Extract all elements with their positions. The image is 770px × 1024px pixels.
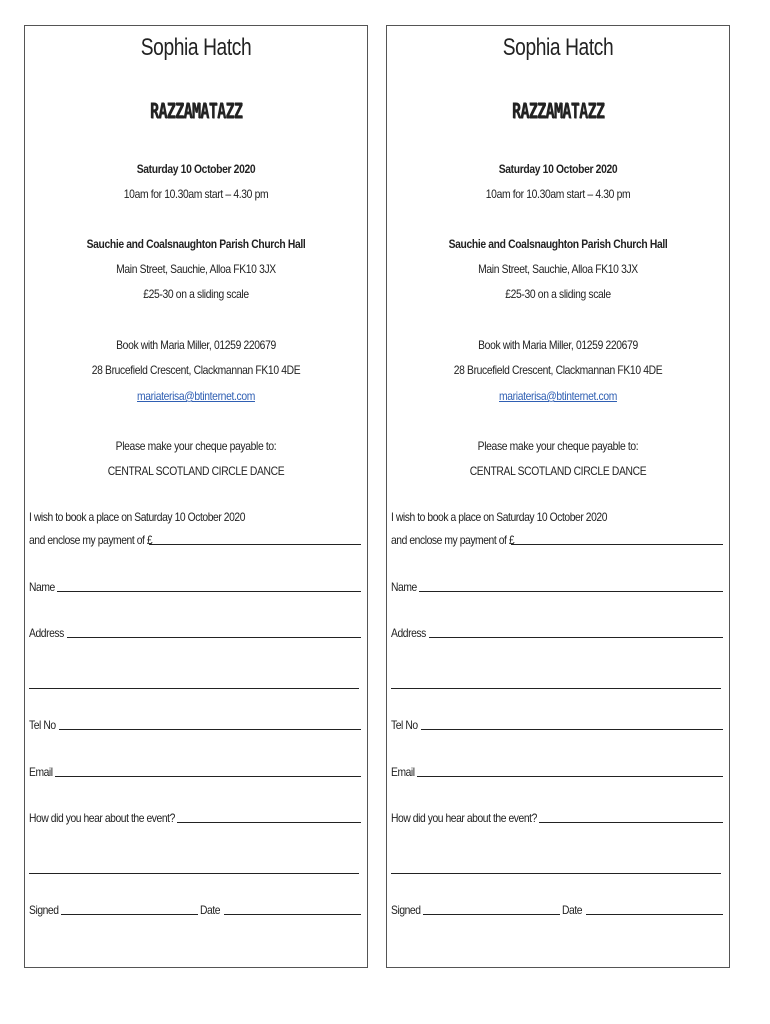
payment-field[interactable] bbox=[391, 533, 723, 547]
cheque-payee: CENTRAL SCOTLAND CIRCLE DANCE bbox=[107, 464, 285, 478]
event-time: 10am for 10.30am start – 4.30 pm bbox=[123, 187, 269, 201]
event-date: Saturday 10 October 2020 bbox=[136, 162, 256, 176]
hear-line-2[interactable] bbox=[29, 873, 359, 874]
hear-label: How did you hear about the event? bbox=[29, 811, 175, 825]
tel-label: Tel No bbox=[29, 718, 56, 732]
payment-line[interactable] bbox=[511, 544, 723, 545]
email-field[interactable] bbox=[29, 765, 361, 779]
email-label: Email bbox=[29, 765, 53, 779]
performer-name: Sophia Hatch bbox=[502, 34, 614, 61]
hear-line-2[interactable] bbox=[391, 873, 721, 874]
price-info: £25-30 on a sliding scale bbox=[505, 287, 611, 301]
event-date: Saturday 10 October 2020 bbox=[498, 162, 618, 176]
date-label: Date bbox=[200, 903, 221, 917]
cheque-instruction: Please make your cheque payable to: bbox=[115, 439, 277, 453]
address-line-2[interactable] bbox=[391, 688, 721, 689]
booking-card-left bbox=[24, 25, 368, 968]
hear-field[interactable] bbox=[29, 811, 361, 825]
wish-statement bbox=[29, 510, 361, 524]
venue-address: Main Street, Sauchie, Alloa FK10 3JX bbox=[478, 262, 638, 276]
event-time: 10am for 10.30am start – 4.30 pm bbox=[485, 187, 631, 201]
date-line[interactable] bbox=[224, 914, 361, 915]
booking-contact: Book with Maria Miller, 01259 220679 bbox=[478, 338, 638, 352]
name-line[interactable] bbox=[57, 591, 361, 592]
performer-name: Sophia Hatch bbox=[140, 34, 252, 61]
payment-field[interactable] bbox=[29, 533, 361, 547]
booking-address: 28 Brucefield Crescent, Clackmannan FK10 4DE bbox=[453, 363, 663, 377]
event-title: RAZZAMATAZZ bbox=[511, 99, 605, 123]
payment-label: and enclose my payment of £ bbox=[391, 533, 515, 547]
price-info: £25-30 on a sliding scale bbox=[143, 287, 249, 301]
hear-field[interactable] bbox=[391, 811, 723, 825]
address-label: Address bbox=[391, 626, 426, 640]
address-label: Address bbox=[29, 626, 64, 640]
address-line[interactable] bbox=[67, 637, 361, 638]
name-label: Name bbox=[391, 580, 417, 594]
signed-label: Signed bbox=[29, 903, 59, 917]
tel-field[interactable] bbox=[29, 718, 361, 732]
event-title: RAZZAMATAZZ bbox=[149, 99, 243, 123]
signature-field[interactable] bbox=[29, 903, 361, 917]
wish-label: I wish to book a place on Saturday 10 October 2020 bbox=[391, 510, 608, 524]
signed-label: Signed bbox=[391, 903, 421, 917]
email-label: Email bbox=[391, 765, 415, 779]
name-field[interactable] bbox=[391, 580, 723, 594]
name-line[interactable] bbox=[419, 591, 723, 592]
date-label: Date bbox=[562, 903, 583, 917]
venue-address: Main Street, Sauchie, Alloa FK10 3JX bbox=[116, 262, 276, 276]
signed-line[interactable] bbox=[61, 914, 198, 915]
tel-line[interactable] bbox=[421, 729, 723, 730]
wish-label: I wish to book a place on Saturday 10 October 2020 bbox=[29, 510, 246, 524]
signed-line[interactable] bbox=[423, 914, 560, 915]
payment-line[interactable] bbox=[149, 544, 361, 545]
email-field[interactable] bbox=[391, 765, 723, 779]
cheque-payee: CENTRAL SCOTLAND CIRCLE DANCE bbox=[469, 464, 647, 478]
address-line[interactable] bbox=[429, 637, 723, 638]
wish-statement bbox=[391, 510, 723, 524]
signature-field[interactable] bbox=[391, 903, 723, 917]
payment-label: and enclose my payment of £ bbox=[29, 533, 153, 547]
tel-label: Tel No bbox=[391, 718, 418, 732]
booking-address: 28 Brucefield Crescent, Clackmannan FK10 4DE bbox=[91, 363, 301, 377]
hear-line[interactable] bbox=[177, 822, 361, 823]
contact-email-link[interactable]: mariaterisa@btinternet.com bbox=[137, 389, 255, 403]
venue-name: Sauchie and Coalsnaughton Parish Church Hall bbox=[86, 237, 306, 251]
email-line[interactable] bbox=[55, 776, 361, 777]
contact-email-link[interactable]: mariaterisa@btinternet.com bbox=[499, 389, 617, 403]
cheque-instruction: Please make your cheque payable to: bbox=[477, 439, 639, 453]
address-field[interactable] bbox=[29, 626, 361, 640]
booking-card-right bbox=[386, 25, 730, 968]
hear-label: How did you hear about the event? bbox=[391, 811, 537, 825]
tel-field[interactable] bbox=[391, 718, 723, 732]
tel-line[interactable] bbox=[59, 729, 361, 730]
address-line-2[interactable] bbox=[29, 688, 359, 689]
booking-contact: Book with Maria Miller, 01259 220679 bbox=[116, 338, 276, 352]
hear-line[interactable] bbox=[539, 822, 723, 823]
date-line[interactable] bbox=[586, 914, 723, 915]
email-line[interactable] bbox=[417, 776, 723, 777]
name-label: Name bbox=[29, 580, 55, 594]
name-field[interactable] bbox=[29, 580, 361, 594]
address-field[interactable] bbox=[391, 626, 723, 640]
venue-name: Sauchie and Coalsnaughton Parish Church Hall bbox=[448, 237, 668, 251]
